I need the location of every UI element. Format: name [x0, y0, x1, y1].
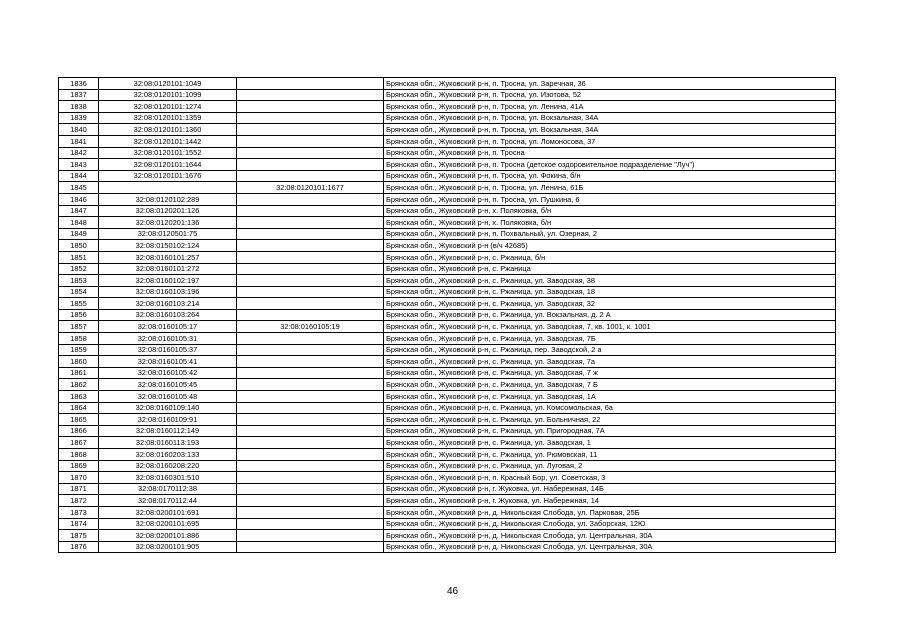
cadastral-number-cell: 32:08:0170112:38 — [99, 483, 237, 495]
row-number-cell: 1851 — [59, 251, 99, 263]
cadastral-number-cell: 32:08:0160103:214 — [99, 298, 237, 310]
table-row — [59, 333, 836, 345]
related-cadastral-number-cell — [237, 414, 384, 426]
cadastral-number-cell: 32:08:0120201:136 — [99, 217, 237, 229]
table-row — [59, 124, 836, 136]
row-number-cell: 1844 — [59, 170, 99, 182]
related-cadastral-number-cell — [237, 437, 384, 449]
related-cadastral-number-cell — [237, 356, 384, 368]
address-cell: Брянская обл., Жуковский р-н, п. Тросна (детское оздоровительное подразделение "Луч") — [384, 159, 836, 171]
table-row — [59, 356, 836, 368]
table-row — [59, 89, 836, 101]
row-number-cell: 1854 — [59, 286, 99, 298]
related-cadastral-number-cell — [237, 275, 384, 287]
row-number-cell: 1853 — [59, 275, 99, 287]
row-number-cell: 1872 — [59, 495, 99, 507]
row-number-cell: 1866 — [59, 425, 99, 437]
related-cadastral-number-cell — [237, 483, 384, 495]
address-cell: Брянская обл., Жуковский р-н, п. Тросна, ул. Ленина, 41А — [384, 101, 836, 113]
row-number-cell: 1849 — [59, 228, 99, 240]
row-number-cell: 1867 — [59, 437, 99, 449]
address-cell: Брянская обл., Жуковский р-н, п. Тросна, ул. Ленина, 61Б — [384, 182, 836, 194]
row-number-cell: 1858 — [59, 333, 99, 345]
row-number-cell: 1836 — [59, 78, 99, 90]
address-cell: Брянская обл., Жуковский р-н, с. Ржаница, ул. Заводская, 38 — [384, 275, 836, 287]
row-number-cell: 1852 — [59, 263, 99, 275]
table-row — [59, 286, 836, 298]
related-cadastral-number-cell — [237, 78, 384, 90]
row-number-cell: 1873 — [59, 506, 99, 518]
table-row — [59, 251, 836, 263]
address-cell: Брянская обл., Жуковский р-н, с. Ржаница, пер. Заводской, 2 а — [384, 344, 836, 356]
table-row — [59, 483, 836, 495]
row-number-cell: 1841 — [59, 135, 99, 147]
table-row — [59, 147, 836, 159]
cadastral-number-cell: 32:08:0120501:75 — [99, 228, 237, 240]
cadastral-number-cell: 32:08:0160103:264 — [99, 309, 237, 321]
cadastral-number-cell: 32:08:0160105:42 — [99, 367, 237, 379]
row-number-cell: 1859 — [59, 344, 99, 356]
registry-table — [58, 77, 836, 553]
table-row — [59, 263, 836, 275]
table-row — [59, 541, 836, 553]
table-row — [59, 159, 836, 171]
address-cell: Брянская обл., Жуковский р-н, с. Ржаница, ул. Заводская, 1 — [384, 437, 836, 449]
row-number-cell: 1870 — [59, 472, 99, 484]
related-cadastral-number-cell — [237, 135, 384, 147]
cadastral-number-cell: 32:08:0160101:257 — [99, 251, 237, 263]
row-number-cell: 1846 — [59, 193, 99, 205]
table-row — [59, 298, 836, 310]
row-number-cell: 1868 — [59, 449, 99, 461]
related-cadastral-number-cell — [237, 402, 384, 414]
address-cell: Брянская обл., Жуковский р-н, п. Тросна, ул. Вокзальная, 34А — [384, 112, 836, 124]
row-number-cell: 1838 — [59, 101, 99, 113]
address-cell: Брянская обл., Жуковский р-н, с. Ржаница, ул. Рюмовская, 11 — [384, 449, 836, 461]
row-number-cell: 1845 — [59, 182, 99, 194]
cadastral-number-cell — [99, 182, 237, 194]
row-number-cell: 1869 — [59, 460, 99, 472]
row-number-cell: 1865 — [59, 414, 99, 426]
address-cell: Брянская обл., Жуковский р-н, х. Поляковка, б/н — [384, 217, 836, 229]
address-cell: Брянская обл., Жуковский р-н, с. Ржаница, ул. Луговая, 2 — [384, 460, 836, 472]
address-cell: Брянская обл., Жуковский р-н, с. Ржаница, ул. Комсомольская, 6а — [384, 402, 836, 414]
cadastral-number-cell: 32:08:0160109:91 — [99, 414, 237, 426]
cadastral-number-cell: 32:08:0120101:1359 — [99, 112, 237, 124]
row-number-cell: 1876 — [59, 541, 99, 553]
address-cell: Брянская обл., Жуковский р-н, с. Ржаница, ул. Заводская, 7 Б — [384, 379, 836, 391]
table-row — [59, 402, 836, 414]
table-row — [59, 367, 836, 379]
cadastral-number-cell: 32:08:0160208:220 — [99, 460, 237, 472]
related-cadastral-number-cell — [237, 205, 384, 217]
table-row — [59, 135, 836, 147]
related-cadastral-number-cell — [237, 530, 384, 542]
related-cadastral-number-cell — [237, 425, 384, 437]
related-cadastral-number-cell — [237, 240, 384, 252]
address-cell: Брянская обл., Жуковский р-н, с. Ржаница, ул. Пригородная, 7А — [384, 425, 836, 437]
related-cadastral-number-cell — [237, 309, 384, 321]
cadastral-number-cell: 32:08:0160105:31 — [99, 333, 237, 345]
row-number-cell: 1860 — [59, 356, 99, 368]
address-cell: Брянская обл., Жуковский р-н, с. Ржаница — [384, 263, 836, 275]
related-cadastral-number-cell — [237, 286, 384, 298]
table-row — [59, 78, 836, 90]
table-row — [59, 530, 836, 542]
address-cell: Брянская обл., Жуковский р-н, п. Тросна, ул. Заречная, 36 — [384, 78, 836, 90]
address-cell: Брянская обл., Жуковский р-н, г. Жуковка, ул. Набережная, 14 — [384, 495, 836, 507]
row-number-cell: 1847 — [59, 205, 99, 217]
cadastral-number-cell: 32:08:0160112:149 — [99, 425, 237, 437]
address-cell: Брянская обл., Жуковский р-н, д. Никольская Слобода, ул. Центральная, 30А — [384, 541, 836, 553]
table-row — [59, 205, 836, 217]
cadastral-number-cell: 32:08:0120101:1552 — [99, 147, 237, 159]
table-row — [59, 495, 836, 507]
row-number-cell: 1839 — [59, 112, 99, 124]
cadastral-number-cell: 32:08:0160113:193 — [99, 437, 237, 449]
address-cell: Брянская обл., Жуковский р-н, п. Тросна, ул. Вокзальная, 34А — [384, 124, 836, 136]
address-cell: Брянская обл., Жуковский р-н, д. Никольская Слобода, ул. Парковая, 25Б — [384, 506, 836, 518]
row-number-cell: 1871 — [59, 483, 99, 495]
table-row — [59, 182, 836, 194]
row-number-cell: 1862 — [59, 379, 99, 391]
table-row — [59, 379, 836, 391]
cadastral-number-cell: 32:08:0170112:44 — [99, 495, 237, 507]
cadastral-number-cell: 32:08:0150102:124 — [99, 240, 237, 252]
table-row — [59, 460, 836, 472]
table-row — [59, 228, 836, 240]
address-cell: Брянская обл., Жуковский р-н, х. Поляковка, б/н — [384, 205, 836, 217]
row-number-cell: 1864 — [59, 402, 99, 414]
table-row — [59, 506, 836, 518]
related-cadastral-number-cell — [237, 101, 384, 113]
address-cell: Брянская обл., Жуковский р-н, с. Ржаница, ул. Заводская, 18 — [384, 286, 836, 298]
related-cadastral-number-cell — [237, 495, 384, 507]
cadastral-number-cell: 32:08:0160109:140 — [99, 402, 237, 414]
row-number-cell: 1848 — [59, 217, 99, 229]
address-cell: Брянская обл., Жуковский р-н, д. Никольская Слобода, ул. Центральная, 30А — [384, 530, 836, 542]
table-row — [59, 472, 836, 484]
related-cadastral-number-cell — [237, 518, 384, 530]
table-row — [59, 437, 836, 449]
cadastral-number-cell: 32:08:0160105:17 — [99, 321, 237, 333]
cadastral-number-cell: 32:08:0160203:133 — [99, 449, 237, 461]
cadastral-number-cell: 32:08:0120102:289 — [99, 193, 237, 205]
address-cell: Брянская обл., Жуковский р-н, п. Тросна, ул. Ломоносова, 37 — [384, 135, 836, 147]
cadastral-number-cell: 32:08:0160102:197 — [99, 275, 237, 287]
row-number-cell: 1850 — [59, 240, 99, 252]
related-cadastral-number-cell: 32:08:0160105:19 — [237, 321, 384, 333]
address-cell: Брянская обл., Жуковский р-н (в/ч 42685) — [384, 240, 836, 252]
cadastral-number-cell: 32:08:0160103:196 — [99, 286, 237, 298]
cadastral-number-cell: 32:08:0160101:272 — [99, 263, 237, 275]
related-cadastral-number-cell — [237, 391, 384, 403]
related-cadastral-number-cell — [237, 228, 384, 240]
cadastral-number-cell: 32:08:0120101:1360 — [99, 124, 237, 136]
row-number-cell: 1840 — [59, 124, 99, 136]
cadastral-number-cell: 32:08:0160301:510 — [99, 472, 237, 484]
address-cell: Брянская обл., Жуковский р-н, с. Ржаница, ул. Заводская, 7а — [384, 356, 836, 368]
row-number-cell: 1843 — [59, 159, 99, 171]
related-cadastral-number-cell — [237, 298, 384, 310]
related-cadastral-number-cell — [237, 506, 384, 518]
related-cadastral-number-cell: 32:08:0120101:1677 — [237, 182, 384, 194]
cadastral-number-cell: 32:08:0200101:886 — [99, 530, 237, 542]
address-cell: Брянская обл., Жуковский р-н, п. Похвальный, ул. Озерная, 2 — [384, 228, 836, 240]
table-row — [59, 414, 836, 426]
related-cadastral-number-cell — [237, 472, 384, 484]
cadastral-number-cell: 32:08:0120201:126 — [99, 205, 237, 217]
address-cell: Брянская обл., Жуковский р-н, п. Тросна, ул. Фокина, б/н — [384, 170, 836, 182]
related-cadastral-number-cell — [237, 379, 384, 391]
address-cell: Брянская обл., Жуковский р-н, п. Тросна, ул. Пушкина, 6 — [384, 193, 836, 205]
table-row — [59, 193, 836, 205]
page-number: 46 — [446, 586, 459, 597]
table-row — [59, 518, 836, 530]
address-cell: Брянская обл., Жуковский р-н, с. Ржаница, ул. Больничная, 22 — [384, 414, 836, 426]
table-row — [59, 309, 836, 321]
cadastral-number-cell: 32:08:0120101:1676 — [99, 170, 237, 182]
cadastral-number-cell: 32:08:0160105:45 — [99, 379, 237, 391]
table-row — [59, 112, 836, 124]
related-cadastral-number-cell — [237, 147, 384, 159]
row-number-cell: 1861 — [59, 367, 99, 379]
cadastral-number-cell: 32:08:0120101:1099 — [99, 89, 237, 101]
related-cadastral-number-cell — [237, 112, 384, 124]
cadastral-number-cell: 32:08:0160105:37 — [99, 344, 237, 356]
table-row — [59, 101, 836, 113]
address-cell: Брянская обл., Жуковский р-н, п. Тросна, ул. Изотова, 52 — [384, 89, 836, 101]
related-cadastral-number-cell — [237, 541, 384, 553]
table-row — [59, 425, 836, 437]
address-cell: Брянская обл., Жуковский р-н, с. Ржаница, ул. Заводская, 32 — [384, 298, 836, 310]
row-number-cell: 1837 — [59, 89, 99, 101]
cadastral-number-cell: 32:08:0120101:1644 — [99, 159, 237, 171]
related-cadastral-number-cell — [237, 251, 384, 263]
related-cadastral-number-cell — [237, 367, 384, 379]
address-cell: Брянская обл., Жуковский р-н, с. Ржаница, ул. Заводская, 7 ж — [384, 367, 836, 379]
cadastral-number-cell: 32:08:0160105:41 — [99, 356, 237, 368]
table-row — [59, 391, 836, 403]
address-cell: Брянская обл., Жуковский р-н, с. Ржаница, ул. Заводская, 1А — [384, 391, 836, 403]
address-cell: Брянская обл., Жуковский р-н, с. Ржаница, ул. Вокзальная, д. 2 А — [384, 309, 836, 321]
related-cadastral-number-cell — [237, 89, 384, 101]
address-cell: Брянская обл., Жуковский р-н, д. Никольская Слобода, ул. Заборская, 12Ю — [384, 518, 836, 530]
cadastral-number-cell: 32:08:0120101:1274 — [99, 101, 237, 113]
table-row — [59, 217, 836, 229]
related-cadastral-number-cell — [237, 159, 384, 171]
table-row — [59, 240, 836, 252]
address-cell: Брянская обл., Жуковский р-н, п. Красный Бор, ул. Советская, 3 — [384, 472, 836, 484]
cadastral-number-cell: 32:08:0200101:905 — [99, 541, 237, 553]
cadastral-number-cell: 32:08:0200101:691 — [99, 506, 237, 518]
cadastral-number-cell: 32:08:0120101:1442 — [99, 135, 237, 147]
row-number-cell: 1842 — [59, 147, 99, 159]
related-cadastral-number-cell — [237, 193, 384, 205]
row-number-cell: 1874 — [59, 518, 99, 530]
table-row — [59, 275, 836, 287]
row-number-cell: 1855 — [59, 298, 99, 310]
address-cell: Брянская обл., Жуковский р-н, п. Тросна — [384, 147, 836, 159]
row-number-cell: 1857 — [59, 321, 99, 333]
cadastral-number-cell: 32:08:0200101:695 — [99, 518, 237, 530]
cadastral-number-cell: 32:08:0120101:1049 — [99, 78, 237, 90]
row-number-cell: 1856 — [59, 309, 99, 321]
address-cell: Брянская обл., Жуковский р-н, с. Ржаница, ул. Заводская, 7Б — [384, 333, 836, 345]
cadastral-number-cell: 32:08:0160105:48 — [99, 391, 237, 403]
address-cell: Брянская обл., Жуковский р-н, с. Ржаница, б/н — [384, 251, 836, 263]
address-cell: Брянская обл., Жуковский р-н, г. Жуковка, ул. Набережная, 14Б — [384, 483, 836, 495]
related-cadastral-number-cell — [237, 344, 384, 356]
related-cadastral-number-cell — [237, 449, 384, 461]
related-cadastral-number-cell — [237, 460, 384, 472]
registry-table-body — [59, 78, 836, 553]
table-row — [59, 344, 836, 356]
table-row — [59, 170, 836, 182]
related-cadastral-number-cell — [237, 217, 384, 229]
table-row — [59, 449, 836, 461]
related-cadastral-number-cell — [237, 170, 384, 182]
row-number-cell: 1863 — [59, 391, 99, 403]
related-cadastral-number-cell — [237, 124, 384, 136]
table-row — [59, 321, 836, 333]
related-cadastral-number-cell — [237, 333, 384, 345]
address-cell: Брянская обл., Жуковский р-н, с. Ржаница, ул. Заводская, 7, кв. 1001, к. 1001 — [384, 321, 836, 333]
row-number-cell: 1875 — [59, 530, 99, 542]
related-cadastral-number-cell — [237, 263, 384, 275]
